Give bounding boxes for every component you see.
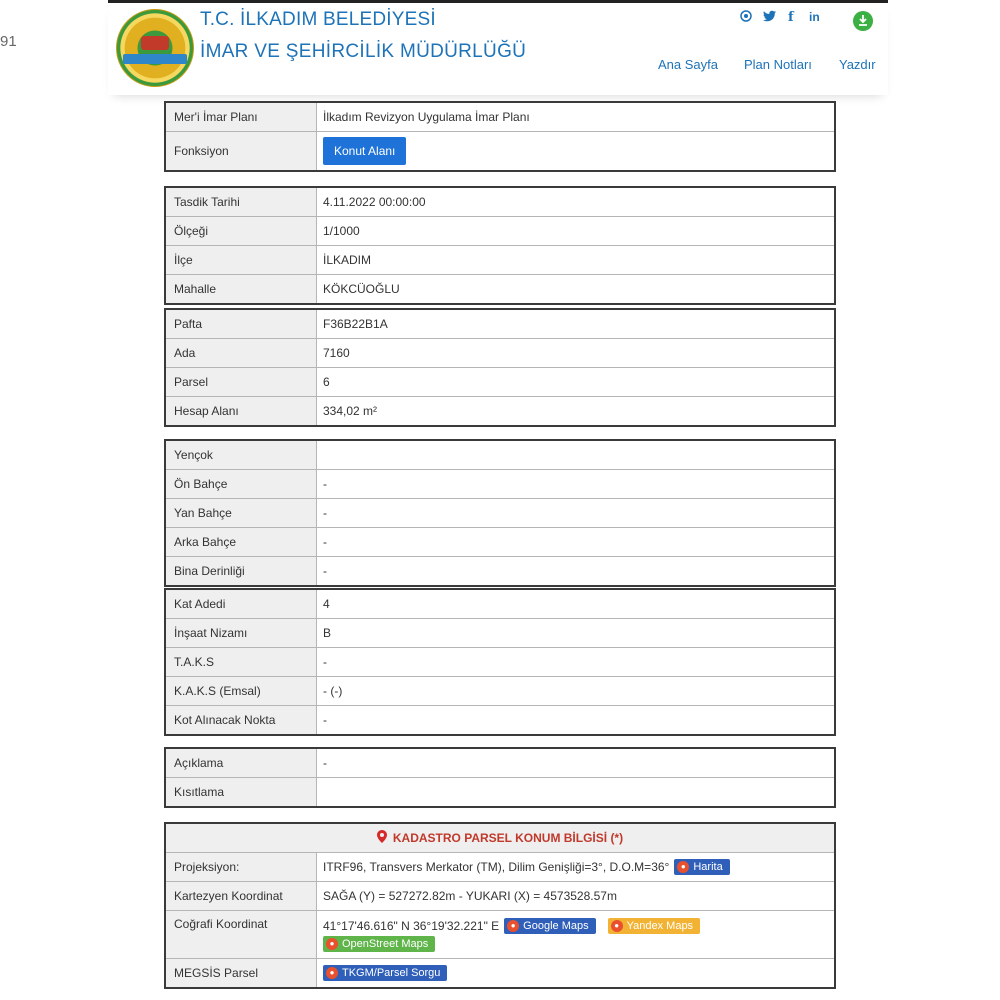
table-row — [166, 397, 834, 425]
row-value: - — [317, 557, 834, 585]
row-value: - — [317, 528, 834, 556]
table-row — [166, 706, 834, 734]
twitter-icon[interactable] — [763, 10, 777, 26]
logo-band — [123, 54, 187, 64]
municipality-title[interactable]: T.C. İLKADIM BELEDİYESİ — [200, 9, 436, 30]
row-label: Hesap Alanı — [166, 397, 316, 425]
row-value — [317, 853, 834, 881]
row-label: Kartezyen Koordinat — [166, 882, 316, 910]
table-row — [166, 368, 834, 396]
row-value — [317, 132, 834, 170]
table-row — [166, 882, 834, 910]
table-row — [166, 246, 834, 274]
table-row — [166, 217, 834, 245]
row-label: Mer'i İmar Planı — [166, 103, 316, 131]
row-label: Projeksiyon: — [166, 853, 316, 881]
row-label: K.A.K.S (Emsal) — [166, 677, 316, 705]
row-label: İnşaat Nizamı — [166, 619, 316, 647]
map-marker-icon: ● — [326, 938, 338, 950]
openstreet-maps-button-label: OpenStreet Maps — [342, 937, 429, 950]
table-row — [166, 911, 834, 958]
nav-plan-notes[interactable]: Plan Notları — [744, 57, 812, 72]
table-row — [166, 677, 834, 705]
projection-text: ITRF96, Transvers Merkator (TM), Dilim Genişliği=3°, D.O.M=36° — [323, 860, 670, 874]
location-pin-icon — [377, 830, 387, 846]
table-row — [166, 470, 834, 498]
yandex-maps-button[interactable] — [608, 918, 700, 934]
kadastro-table — [164, 822, 836, 989]
row-value: 6 — [317, 368, 834, 396]
table-row — [166, 853, 834, 881]
table-row — [166, 441, 834, 469]
row-value: - — [317, 706, 834, 734]
google-maps-button[interactable] — [504, 918, 595, 934]
row-value: - — [317, 499, 834, 527]
map-marker-icon: ● — [326, 967, 338, 979]
table-row — [166, 310, 834, 338]
row-label: Parsel — [166, 368, 316, 396]
row-value: İlkadım Revizyon Uygulama İmar Planı — [317, 103, 834, 131]
nav-home[interactable]: Ana Sayfa — [658, 57, 718, 72]
kadastro-heading-text: KADASTRO PARSEL KONUM BİLGİSİ (*) — [392, 831, 624, 845]
row-value — [317, 911, 834, 958]
openstreet-maps-button[interactable] — [323, 936, 435, 952]
row-label: Pafta — [166, 310, 316, 338]
row-value: - — [317, 470, 834, 498]
harita-button-label: Harita — [693, 861, 723, 873]
row-value: 334,02 m² — [317, 397, 834, 425]
google-maps-button-label: Google Maps — [523, 919, 589, 932]
map-marker-icon: ● — [611, 920, 623, 932]
table-row — [166, 557, 834, 585]
parcel-table — [164, 308, 836, 427]
approval-table — [164, 186, 836, 305]
table-row — [166, 275, 834, 303]
download-icon[interactable] — [853, 11, 873, 31]
row-value: 4.11.2022 00:00:00 — [317, 188, 834, 216]
row-label: T.A.K.S — [166, 648, 316, 676]
tkgm-button-label: TKGM/Parsel Sorgu — [342, 967, 441, 979]
row-label: Ön Bahçe — [166, 470, 316, 498]
table-row — [166, 648, 834, 676]
row-label: Coğrafi Koordinat — [166, 911, 316, 958]
row-label: Bina Derinliği — [166, 557, 316, 585]
table-row — [166, 188, 834, 216]
function-button[interactable]: Konut Alanı — [323, 137, 406, 165]
geo-line-1 — [323, 918, 700, 934]
building-table — [164, 588, 836, 736]
row-label: Açıklama — [166, 749, 316, 777]
edge-page-number: 91 — [0, 33, 17, 50]
row-label: Ölçeği — [166, 217, 316, 245]
plan-table — [164, 101, 836, 172]
geo-coordinate-text: 41°17'46.616" N 36°19'32.221" E — [323, 918, 500, 933]
table-row — [166, 590, 834, 618]
row-value: KÖKCÜOĞLU — [317, 275, 834, 303]
row-value: - (-) — [317, 677, 834, 705]
table-row — [166, 959, 834, 987]
row-value: SAĞA (Y) = 527272.82m - YUKARI (X) = 4573528.57m — [317, 882, 834, 910]
row-value: B — [317, 619, 834, 647]
kadastro-heading — [166, 824, 834, 852]
table-row — [166, 749, 834, 777]
municipality-logo[interactable] — [116, 9, 194, 87]
row-value — [317, 441, 834, 469]
row-label: Kot Alınacak Nokta — [166, 706, 316, 734]
table-row — [166, 132, 834, 170]
email-icon[interactable] — [740, 10, 752, 26]
department-title: İMAR VE ŞEHİRCİLİK MÜDÜRLÜĞÜ — [200, 41, 527, 62]
row-label: MEGSİS Parsel — [166, 959, 316, 987]
table-row — [166, 499, 834, 527]
row-label: Tasdik Tarihi — [166, 188, 316, 216]
row-label: Kısıtlama — [166, 778, 316, 806]
site-header — [108, 3, 888, 95]
row-value: İLKADIM — [317, 246, 834, 274]
row-label: İlçe — [166, 246, 316, 274]
tkgm-parcel-query-button[interactable] — [323, 965, 447, 981]
row-value: 7160 — [317, 339, 834, 367]
row-value: - — [317, 648, 834, 676]
setback-table — [164, 439, 836, 587]
map-marker-icon: ● — [507, 920, 519, 932]
geo-line-2 — [323, 936, 435, 952]
linkedin-icon[interactable]: in — [809, 10, 820, 24]
row-value: - — [317, 749, 834, 777]
row-label: Kat Adedi — [166, 590, 316, 618]
row-value: F36B22B1A — [317, 310, 834, 338]
harita-button[interactable] — [674, 859, 729, 875]
row-label: Mahalle — [166, 275, 316, 303]
logo-emblem — [141, 36, 169, 50]
yandex-maps-button-label: Yandex Maps — [626, 919, 694, 932]
row-value: 1/1000 — [317, 217, 834, 245]
row-label: Yan Bahçe — [166, 499, 316, 527]
nav-print[interactable]: Yazdır — [839, 57, 876, 72]
row-label: Ada — [166, 339, 316, 367]
table-row — [166, 103, 834, 131]
notes-table — [164, 747, 836, 808]
facebook-icon[interactable]: f — [788, 10, 794, 25]
map-marker-icon: ● — [677, 861, 689, 873]
table-row — [166, 778, 834, 806]
row-value: 4 — [317, 590, 834, 618]
table-row — [166, 528, 834, 556]
row-value — [317, 959, 834, 987]
row-value — [317, 778, 834, 806]
row-label: Yençok — [166, 441, 316, 469]
table-row — [166, 619, 834, 647]
row-label: Arka Bahçe — [166, 528, 316, 556]
table-row — [166, 339, 834, 367]
row-label: Fonksiyon — [166, 132, 316, 170]
